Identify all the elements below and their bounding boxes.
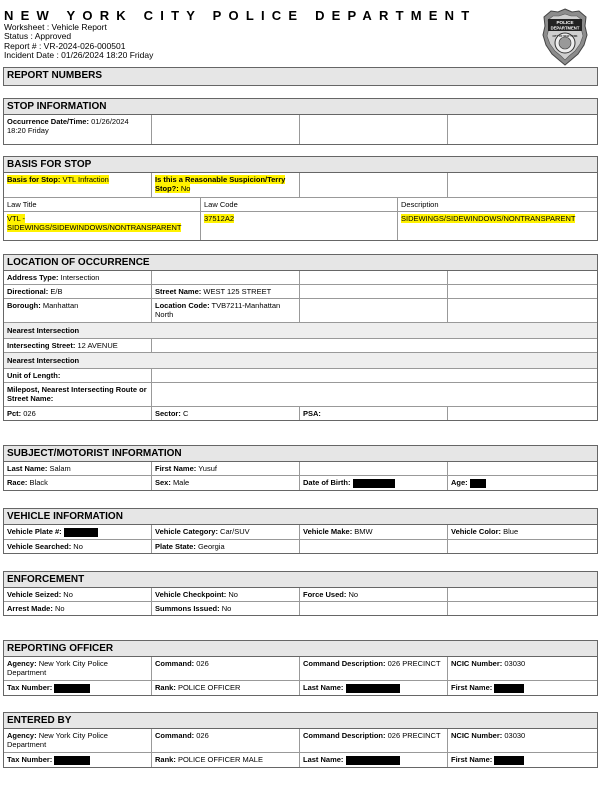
- nearest-intersection-header-2: Nearest Intersection: [4, 353, 597, 369]
- sector-label: Sector:: [155, 409, 181, 418]
- empty-cell: [152, 271, 300, 285]
- pct-value: 026: [23, 409, 36, 418]
- law-code-header: Law Code: [201, 198, 398, 212]
- section-title: REPORT NUMBERS: [4, 68, 597, 85]
- law-title-value: VTL - SIDEWINGS/SIDEWINDOWS/NONTRANSPARENT: [7, 214, 182, 232]
- agency-value: New York City Police Department: [7, 659, 108, 677]
- empty-cell: [152, 339, 597, 353]
- redaction-bar: [346, 756, 400, 765]
- section-entered-by: [3, 712, 598, 768]
- milepost-cell: [4, 383, 152, 407]
- plate-state-cell: [152, 540, 300, 553]
- intersecting-value: 12 AVENUE: [77, 341, 118, 350]
- command-value: 026: [196, 659, 209, 668]
- make-label: Vehicle Make:: [303, 527, 353, 536]
- section-title: ENTERED BY: [4, 713, 597, 729]
- last-name-label: Last Name:: [7, 464, 48, 473]
- psa-label: PSA:: [303, 409, 321, 418]
- borough-cell: [4, 299, 152, 323]
- color-value: Blue: [503, 527, 519, 536]
- address-type-cell: [4, 271, 152, 285]
- agency-cell: [4, 729, 152, 753]
- age-label: Age:: [451, 478, 468, 487]
- empty-cell: [300, 285, 448, 299]
- pct-label: Pct:: [7, 409, 22, 418]
- redaction-bar: [470, 479, 486, 488]
- description-cell: [398, 212, 597, 240]
- location-code-value: TVB7211-Manhattan North: [155, 301, 281, 319]
- report-header: [4, 8, 596, 68]
- seized-value: No: [63, 590, 73, 599]
- command-desc-cell: [300, 729, 448, 753]
- command-desc-value: 026 PRECINCT: [387, 731, 441, 740]
- empty-cell: [300, 173, 448, 198]
- status-line: Status : Approved: [4, 31, 72, 42]
- section-title: BASIS FOR STOP: [4, 157, 597, 173]
- command-value: 026: [196, 731, 209, 740]
- unit-of-length-cell: [4, 369, 152, 383]
- sex-label: Sex:: [155, 478, 171, 487]
- section-basis-for-stop: [3, 156, 598, 241]
- last-name-label: Last Name:: [303, 755, 344, 764]
- section-title: VEHICLE INFORMATION: [4, 509, 597, 525]
- section-title: LOCATION OF OCCURRENCE: [4, 255, 597, 271]
- section-enforcement: [3, 571, 598, 616]
- empty-cell: [448, 285, 597, 299]
- command-desc-value: 026 PRECINCT: [387, 659, 441, 668]
- command-label: Command:: [155, 659, 195, 668]
- arrest-label: Arrest Made:: [7, 604, 53, 613]
- force-value: No: [348, 590, 359, 599]
- badge-text-top: POLICE: [556, 20, 574, 25]
- section-location-of-occurrence: [3, 254, 598, 421]
- searched-value: No: [73, 541, 83, 551]
- basis-value: VTL Infraction: [62, 175, 109, 184]
- worksheet-line: Worksheet : Vehicle Report: [4, 22, 107, 32]
- empty-cell: [300, 602, 448, 615]
- occurrence-label: Occurrence Date/Time:: [7, 117, 89, 126]
- summons-label: Summons Issued:: [155, 604, 220, 613]
- category-cell: [152, 525, 300, 540]
- street-name-label: Street Name:: [155, 287, 202, 296]
- plate-label: Vehicle Plate #:: [7, 527, 62, 536]
- redaction-bar: [346, 684, 400, 693]
- checkpoint-value: No: [228, 590, 238, 599]
- searched-label: Vehicle Searched:: [7, 541, 72, 551]
- unit-label: Unit of Length:: [7, 371, 61, 380]
- first-name-label: First Name:: [451, 683, 493, 692]
- occurrence-cell: [4, 115, 152, 144]
- occurrence-value: 01/26/2024: [91, 117, 129, 126]
- nearest-intersection-header: Nearest Intersection: [4, 323, 597, 339]
- color-cell: [448, 525, 597, 540]
- rank-cell: [152, 753, 300, 767]
- checkpoint-cell: [152, 588, 300, 602]
- section-report-numbers: [3, 67, 598, 86]
- arrest-cell: [4, 602, 152, 615]
- badge-text-mid: DEPARTMENT: [550, 25, 580, 31]
- empty-cell: [448, 602, 597, 615]
- empty-cell: [448, 407, 597, 420]
- empty-cell: [448, 299, 597, 323]
- race-label: Race:: [7, 478, 28, 487]
- make-cell: [300, 525, 448, 540]
- plate-state-label: Plate State:: [155, 541, 196, 551]
- basis-label: Basis for Stop:: [7, 175, 61, 184]
- category-label: Vehicle Category:: [155, 527, 218, 536]
- empty-cell: [152, 383, 597, 407]
- ncic-label: NCIC Number:: [451, 659, 503, 668]
- empty-cell: [300, 299, 448, 323]
- dob-cell: [300, 476, 448, 490]
- seized-label: Vehicle Seized:: [7, 590, 62, 599]
- section-title: REPORTING OFFICER: [4, 641, 597, 657]
- race-cell: [4, 476, 152, 490]
- agency-label: Agency:: [7, 659, 37, 668]
- empty-cell: [152, 369, 597, 383]
- incident-date-line: Incident Date : 01/26/2024 18:20 Friday: [4, 50, 154, 61]
- ncic-value: 03030: [504, 731, 526, 740]
- ncic-label: NCIC Number:: [451, 731, 503, 740]
- tax-cell: [4, 753, 152, 767]
- agency-value: New York City Police Department: [7, 731, 108, 749]
- empty-cell: [448, 462, 597, 476]
- address-type-value: Intersection: [60, 273, 100, 282]
- redaction-bar: [54, 684, 90, 693]
- sector-cell: [152, 407, 300, 420]
- redaction-bar: [353, 479, 395, 488]
- empty-cell: [448, 115, 597, 144]
- command-label: Command:: [155, 731, 195, 740]
- command-desc-label: Command Description:: [303, 659, 386, 668]
- first-name-value: Yusuf: [198, 464, 217, 473]
- last-name-label: Last Name:: [303, 683, 344, 692]
- empty-cell: [300, 115, 448, 144]
- last-name-cell: [300, 681, 448, 695]
- rs-cell: [152, 173, 300, 198]
- rank-label: Rank:: [155, 755, 176, 764]
- searched-cell: [4, 540, 152, 553]
- arrest-value: No: [54, 604, 65, 613]
- agency-cell: [4, 657, 152, 681]
- ncic-cell: [448, 729, 597, 753]
- command-cell: [152, 729, 300, 753]
- redaction-bar: [494, 684, 524, 693]
- section-title: STOP INFORMATION: [4, 99, 597, 115]
- borough-value: Manhattan: [42, 301, 79, 310]
- force-cell: [300, 588, 448, 602]
- redaction-bar: [494, 756, 524, 765]
- basis-cell: [4, 173, 152, 198]
- rs-value: No: [180, 184, 191, 193]
- description-value: SIDEWINGS/SIDEWINDOWS/NONTRANSPARENT: [401, 214, 576, 223]
- ncic-cell: [448, 657, 597, 681]
- tax-label: Tax Number:: [7, 683, 53, 692]
- last-name-value: Salam: [49, 464, 71, 473]
- tax-label: Tax Number:: [7, 755, 53, 764]
- last-name-cell: [300, 753, 448, 767]
- empty-cell: [300, 540, 448, 553]
- redaction-bar: [54, 756, 90, 765]
- checkpoint-label: Vehicle Checkpoint:: [155, 590, 227, 599]
- race-value: Black: [29, 478, 48, 487]
- dob-label: Date of Birth:: [303, 478, 351, 487]
- intersecting-label: Intersecting Street:: [7, 341, 76, 350]
- directional-label: Directional:: [7, 287, 49, 296]
- directional-cell: [4, 285, 152, 299]
- law-title-header: Law Title: [4, 198, 201, 212]
- section-title: SUBJECT/MOTORIST INFORMATION: [4, 446, 597, 462]
- empty-cell: [448, 173, 597, 198]
- sex-cell: [152, 476, 300, 490]
- law-title-cell: [4, 212, 201, 240]
- plate-cell: [4, 525, 152, 540]
- department-name: NEW YORK CITY POLICE DEPARTMENT: [4, 8, 477, 23]
- section-stop-information: [3, 98, 598, 145]
- summons-cell: [152, 602, 300, 615]
- empty-cell: [448, 588, 597, 602]
- section-reporting-officer: [3, 640, 598, 696]
- first-name-label: First Name:: [451, 755, 493, 764]
- category-value: Car/SUV: [220, 527, 250, 536]
- section-subject-motorist: [3, 445, 598, 491]
- empty-cell: [448, 271, 597, 285]
- summons-value: No: [221, 604, 232, 613]
- section-title: ENFORCEMENT: [4, 572, 597, 588]
- empty-cell: [300, 462, 448, 476]
- report-number-line: Report # : VR-2024-026-000501: [4, 40, 126, 51]
- nypd-badge-logo: [542, 8, 588, 66]
- location-code-cell: [152, 299, 300, 323]
- location-code-label: Location Code:: [155, 301, 210, 310]
- intersecting-street-cell: [4, 339, 152, 353]
- make-value: BMW: [354, 527, 373, 536]
- pct-cell: [4, 407, 152, 420]
- street-name-value: WEST 125 STREET: [203, 287, 272, 296]
- law-code-cell: [201, 212, 398, 240]
- street-name-cell: [152, 285, 300, 299]
- command-desc-label: Command Description:: [303, 731, 386, 740]
- sex-value: Male: [172, 478, 190, 487]
- force-label: Force Used:: [303, 590, 347, 599]
- milepost-label: Milepost, Nearest Intersecting Route or Street Name:: [7, 385, 147, 403]
- psa-cell: [300, 407, 448, 420]
- command-desc-cell: [300, 657, 448, 681]
- address-type-label: Address Type:: [7, 273, 59, 282]
- age-cell: [448, 476, 597, 490]
- section-vehicle-information: [3, 508, 598, 554]
- empty-cell: [152, 115, 300, 144]
- first-name-label: First Name:: [155, 464, 197, 473]
- color-label: Vehicle Color:: [451, 527, 502, 536]
- description-header: Description: [398, 198, 597, 212]
- agency-label: Agency:: [7, 731, 37, 740]
- badge-text-bottom: CITY OF NEW YORK: [552, 35, 578, 38]
- ncic-value: 03030: [504, 659, 526, 668]
- occurrence-value-time: 18:20 Friday: [7, 126, 49, 135]
- first-name-cell: [448, 753, 597, 767]
- plate-state-value: Georgia: [197, 541, 225, 551]
- seized-cell: [4, 588, 152, 602]
- law-code-value: 37512A2: [204, 214, 235, 223]
- rank-value: POLICE OFFICER: [177, 683, 241, 692]
- rank-label: Rank:: [155, 683, 176, 692]
- redaction-bar: [64, 528, 98, 537]
- last-name-cell: [4, 462, 152, 476]
- sector-value: C: [182, 409, 189, 418]
- directional-value: E/B: [50, 287, 63, 296]
- rank-cell: [152, 681, 300, 695]
- command-cell: [152, 657, 300, 681]
- tax-cell: [4, 681, 152, 695]
- first-name-cell: [448, 681, 597, 695]
- first-name-cell: [152, 462, 300, 476]
- empty-cell: [300, 271, 448, 285]
- borough-label: Borough:: [7, 301, 41, 310]
- empty-cell: [448, 540, 597, 553]
- rs-label: Is this a Reasonable Suspicion/Terry Stop?:: [155, 175, 286, 193]
- rank-value: POLICE OFFICER MALE: [177, 755, 263, 764]
